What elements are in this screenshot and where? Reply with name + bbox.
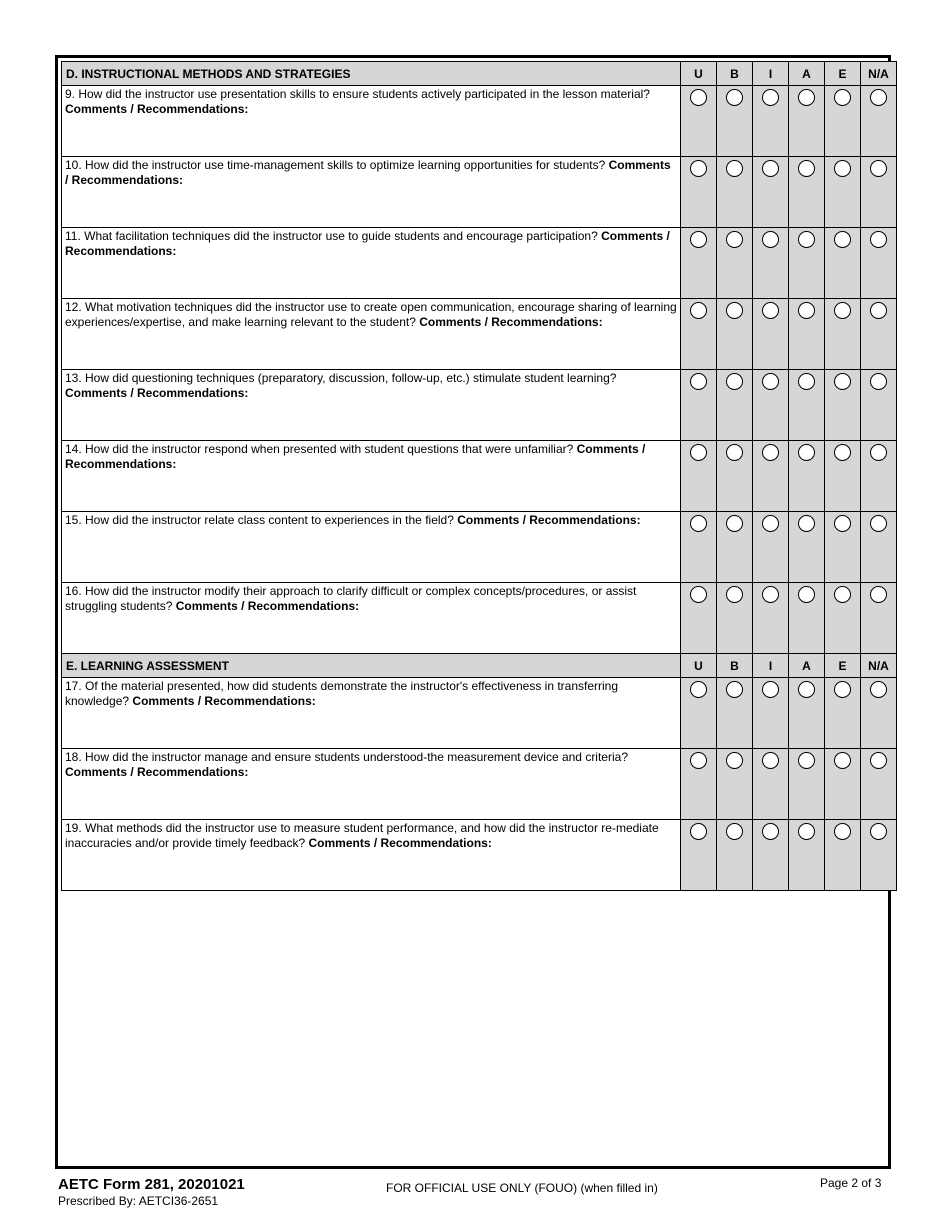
rating-cell xyxy=(789,512,825,583)
rating-cell xyxy=(717,678,753,749)
rating-cell xyxy=(789,583,825,654)
rating-column-header: I xyxy=(753,62,789,86)
question-row xyxy=(62,370,897,441)
rating-cell xyxy=(861,157,897,228)
question-row xyxy=(62,228,897,299)
rating-radio[interactable] xyxy=(690,752,707,769)
rating-radio[interactable] xyxy=(762,681,779,698)
rating-radio[interactable] xyxy=(870,444,887,461)
rating-radio[interactable] xyxy=(726,160,743,177)
rating-radio[interactable] xyxy=(690,89,707,106)
rating-radio[interactable] xyxy=(690,586,707,603)
rating-cell xyxy=(861,678,897,749)
rating-radio[interactable] xyxy=(834,752,851,769)
rating-radio[interactable] xyxy=(798,515,815,532)
rating-radio[interactable] xyxy=(834,823,851,840)
question-text: 12. What motivation techniques did the instructor use to create open communication, encourage sharing of learning experiences/expertise, and make learning relevant to the student? xyxy=(65,300,677,329)
rating-radio[interactable] xyxy=(798,160,815,177)
question-cell[interactable] xyxy=(62,157,681,228)
rating-radio[interactable] xyxy=(870,231,887,248)
rating-radio[interactable] xyxy=(762,586,779,603)
rating-cell xyxy=(717,299,753,370)
rating-cell xyxy=(681,441,717,512)
rating-radio[interactable] xyxy=(798,89,815,106)
rating-cell xyxy=(753,157,789,228)
rating-cell xyxy=(753,512,789,583)
rating-cell xyxy=(717,749,753,820)
rating-radio[interactable] xyxy=(726,444,743,461)
rating-cell xyxy=(717,157,753,228)
rating-cell xyxy=(717,228,753,299)
rating-cell xyxy=(789,157,825,228)
rating-column-header: U xyxy=(681,62,717,86)
rating-cell xyxy=(789,228,825,299)
rating-radio[interactable] xyxy=(762,89,779,106)
comments-label: Comments / Recommendations: xyxy=(65,765,249,779)
comments-label: Comments / Recommendations: xyxy=(132,694,316,708)
rating-cell xyxy=(861,441,897,512)
rating-radio[interactable] xyxy=(834,444,851,461)
rating-radio[interactable] xyxy=(834,89,851,106)
rating-radio[interactable] xyxy=(870,373,887,390)
rating-cell xyxy=(789,86,825,157)
question-text: 10. How did the instructor use time-management skills to optimize learning opportunities for students? xyxy=(65,158,606,172)
rating-cell xyxy=(717,820,753,891)
rating-cell xyxy=(753,441,789,512)
rating-radio[interactable] xyxy=(870,823,887,840)
rating-cell xyxy=(753,678,789,749)
rating-cell xyxy=(789,749,825,820)
rating-cell xyxy=(717,512,753,583)
rating-cell xyxy=(681,583,717,654)
rating-radio[interactable] xyxy=(834,373,851,390)
question-text: 16. How did the instructor modify their approach to clarify difficult or complex concepts/procedures, or assist struggling students? xyxy=(65,584,637,613)
rating-cell xyxy=(861,820,897,891)
rating-cell xyxy=(753,228,789,299)
rating-radio[interactable] xyxy=(726,89,743,106)
rating-radio[interactable] xyxy=(834,160,851,177)
comments-label: Comments / Recommendations: xyxy=(65,158,671,187)
rating-cell xyxy=(681,86,717,157)
question-row xyxy=(62,441,897,512)
question-text: 13. How did questioning techniques (preparatory, discussion, follow-up, etc.) stimulate student learning? xyxy=(65,371,617,385)
rating-cell xyxy=(717,583,753,654)
rating-radio[interactable] xyxy=(690,302,707,319)
rating-radio[interactable] xyxy=(762,515,779,532)
rating-cell xyxy=(825,299,861,370)
rating-cell xyxy=(825,583,861,654)
rating-cell xyxy=(789,299,825,370)
question-text: 9. How did the instructor use presentation skills to ensure students actively participated in the lesson material? xyxy=(65,87,650,101)
form-frame xyxy=(55,55,891,1169)
question-cell[interactable] xyxy=(62,228,681,299)
rating-radio[interactable] xyxy=(834,515,851,532)
comments-label: Comments / Recommendations: xyxy=(419,315,603,329)
question-text: 14. How did the instructor respond when presented with student questions that were unfamiliar? xyxy=(65,442,574,456)
rating-cell xyxy=(861,228,897,299)
rating-radio[interactable] xyxy=(726,302,743,319)
question-row xyxy=(62,512,897,583)
rating-radio[interactable] xyxy=(798,752,815,769)
rating-cell xyxy=(789,441,825,512)
rating-radio[interactable] xyxy=(798,586,815,603)
section-header xyxy=(62,62,897,86)
rating-radio[interactable] xyxy=(762,823,779,840)
question-text: 11. What facilitation techniques did the instructor use to guide students and encourage participation? xyxy=(65,229,598,243)
question-cell[interactable] xyxy=(62,678,681,749)
rating-cell xyxy=(789,678,825,749)
rating-radio[interactable] xyxy=(690,681,707,698)
rating-radio[interactable] xyxy=(870,160,887,177)
rating-radio[interactable] xyxy=(726,231,743,248)
rating-radio[interactable] xyxy=(762,752,779,769)
rating-cell xyxy=(825,820,861,891)
rating-radio[interactable] xyxy=(762,231,779,248)
rating-cell xyxy=(681,820,717,891)
rating-cell xyxy=(717,86,753,157)
question-text: 15. How did the instructor relate class content to experiences in the field? xyxy=(65,513,454,527)
rating-radio[interactable] xyxy=(870,89,887,106)
question-row xyxy=(62,157,897,228)
rating-radio[interactable] xyxy=(690,160,707,177)
rating-column-header: A xyxy=(789,654,825,678)
rating-radio[interactable] xyxy=(690,373,707,390)
question-cell[interactable] xyxy=(62,512,681,583)
rating-column-header: B xyxy=(717,654,753,678)
rating-cell xyxy=(681,157,717,228)
evaluation-table xyxy=(61,61,897,891)
rating-radio[interactable] xyxy=(726,823,743,840)
rating-cell xyxy=(753,820,789,891)
rating-cell xyxy=(825,512,861,583)
rating-radio[interactable] xyxy=(834,586,851,603)
rating-cell xyxy=(825,228,861,299)
rating-column-header: B xyxy=(717,62,753,86)
rating-cell xyxy=(861,299,897,370)
question-row xyxy=(62,749,897,820)
rating-radio[interactable] xyxy=(798,302,815,319)
question-cell[interactable] xyxy=(62,299,681,370)
question-cell[interactable] xyxy=(62,441,681,512)
question-cell[interactable] xyxy=(62,749,681,820)
rating-radio[interactable] xyxy=(690,823,707,840)
rating-cell xyxy=(753,299,789,370)
prescribed-by: Prescribed By: AETCI36-2651 xyxy=(58,1194,219,1208)
question-cell[interactable] xyxy=(62,370,681,441)
comments-label: Comments / Recommendations: xyxy=(65,386,249,400)
rating-radio[interactable] xyxy=(834,302,851,319)
rating-cell xyxy=(717,441,753,512)
rating-cell xyxy=(681,678,717,749)
rating-cell xyxy=(681,299,717,370)
comments-label: Comments / Recommendations: xyxy=(65,229,670,258)
rating-radio[interactable] xyxy=(726,681,743,698)
rating-radio[interactable] xyxy=(726,586,743,603)
question-row xyxy=(62,86,897,157)
rating-radio[interactable] xyxy=(798,373,815,390)
rating-radio[interactable] xyxy=(762,444,779,461)
question-text: 18. How did the instructor manage and ensure students understood-the measurement device and criteria? xyxy=(65,750,628,764)
rating-cell xyxy=(825,678,861,749)
comments-label: Comments / Recommendations: xyxy=(175,599,360,613)
question-text: 17. Of the material presented, how did students demonstrate the instructor's effectiveness in transferring knowledge? xyxy=(65,679,619,708)
rating-radio[interactable] xyxy=(798,231,815,248)
question-cell[interactable] xyxy=(62,86,681,157)
section-title: E. LEARNING ASSESSMENT xyxy=(62,654,681,678)
rating-radio[interactable] xyxy=(762,373,779,390)
comments-label: Comments / Recommendations: xyxy=(65,442,646,471)
rating-column-header: N/A xyxy=(861,654,897,678)
section-header xyxy=(62,654,897,678)
question-cell[interactable] xyxy=(62,820,681,891)
comments-label: Comments / Recommendations: xyxy=(65,102,249,116)
rating-radio[interactable] xyxy=(834,231,851,248)
rating-cell xyxy=(681,228,717,299)
rating-column-header: U xyxy=(681,654,717,678)
rating-radio[interactable] xyxy=(726,515,743,532)
fouo-marking: FOR OFFICIAL USE ONLY (FOUO) (when filled in) xyxy=(386,1181,658,1195)
rating-cell xyxy=(861,512,897,583)
rating-cell xyxy=(861,749,897,820)
rating-radio[interactable] xyxy=(870,586,887,603)
comments-label: Comments / Recommendations: xyxy=(308,836,492,850)
rating-cell xyxy=(861,583,897,654)
rating-cell xyxy=(789,820,825,891)
question-row xyxy=(62,820,897,891)
rating-radio[interactable] xyxy=(690,515,707,532)
rating-cell xyxy=(753,749,789,820)
rating-radio[interactable] xyxy=(870,302,887,319)
rating-cell xyxy=(825,157,861,228)
question-row xyxy=(62,299,897,370)
rating-radio[interactable] xyxy=(798,681,815,698)
question-row xyxy=(62,583,897,654)
rating-cell xyxy=(753,86,789,157)
rating-cell xyxy=(681,749,717,820)
rating-column-header: E xyxy=(825,654,861,678)
rating-cell xyxy=(861,86,897,157)
question-text: 19. What methods did the instructor use to measure student performance, and how did the instructor re-mediate inaccuracies and/or provide timely feedback? xyxy=(65,821,659,850)
question-row xyxy=(62,678,897,749)
rating-cell xyxy=(753,370,789,441)
rating-radio[interactable] xyxy=(798,444,815,461)
rating-cell xyxy=(825,370,861,441)
rating-cell xyxy=(681,370,717,441)
form-id: AETC Form 281, 20201021 xyxy=(58,1176,245,1193)
rating-cell xyxy=(825,86,861,157)
rating-column-header: A xyxy=(789,62,825,86)
rating-radio[interactable] xyxy=(870,752,887,769)
rating-cell xyxy=(717,370,753,441)
rating-cell xyxy=(825,441,861,512)
rating-radio[interactable] xyxy=(762,160,779,177)
rating-cell xyxy=(789,370,825,441)
rating-radio[interactable] xyxy=(870,681,887,698)
rating-radio[interactable] xyxy=(726,373,743,390)
comments-label: Comments / Recommendations: xyxy=(457,513,641,527)
rating-column-header: E xyxy=(825,62,861,86)
rating-column-header: N/A xyxy=(861,62,897,86)
rating-cell xyxy=(861,370,897,441)
rating-radio[interactable] xyxy=(690,231,707,248)
rating-radio[interactable] xyxy=(834,681,851,698)
rating-radio[interactable] xyxy=(798,823,815,840)
rating-cell xyxy=(681,512,717,583)
page-number: Page 2 of 3 xyxy=(820,1176,882,1190)
section-title: D. INSTRUCTIONAL METHODS AND STRATEGIES xyxy=(62,62,681,86)
rating-radio[interactable] xyxy=(762,302,779,319)
rating-cell xyxy=(825,749,861,820)
question-cell[interactable] xyxy=(62,583,681,654)
rating-cell xyxy=(753,583,789,654)
rating-radio[interactable] xyxy=(690,444,707,461)
rating-radio[interactable] xyxy=(726,752,743,769)
rating-radio[interactable] xyxy=(870,515,887,532)
rating-column-header: I xyxy=(753,654,789,678)
